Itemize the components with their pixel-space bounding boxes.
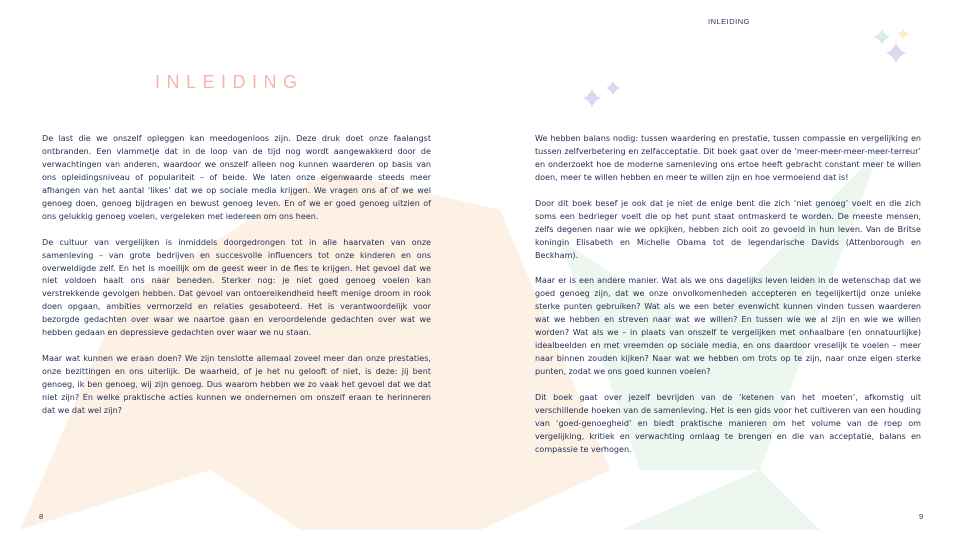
page-number: 9	[919, 512, 924, 521]
paragraph: Dit boek gaat over jezelf bevrijden van de ‘ketenen van het moeten’, afkomstig uit verschillende hoeken van de samenleving. Het is een gids voor het cultiveren van een houding van ‘goed-genoegheid’ en biedt praktische manieren om het volume van de roep om vergelijking, kritiek en verwachting omlaag te brengen en die van acceptatie, balans en compassie te verhogen.	[535, 393, 921, 454]
paragraph: De cultuur van vergelijken is inmiddels doorgedrongen tot in alle haarvaten van onze samenleving – van grote bedrijven en succesvolle influencers tot onze kinderen en ons overweldigde zelf. En het is moeilijk om de geest weer in de fles te krijgen. Het gevoel dat we niet voldoen haalt ons naar beneden. Sterker nog: je niet goed genoeg voelen kan verstrekkende gevolgen hebben. Dat gevoel van ontoereikendheid heeft menige droom in rook doen opgaan, ambities vermorzeld en relaties gesaboteerd. Het is verantwoordelijk voor bezorgde gedachten over waar we naartoe gaan en veroordelende gedachten over wat we hebben gedaan en depressieve gedachten over waar we nu staan.	[42, 237, 431, 338]
paragraph: We hebben balans nodig: tussen waardering en prestatie, tussen compassie en vergelijking en tussen zelfverbetering en zelfacceptatie. Dit boek gaat over de ‘meer-meer-meer-meer-terreur’ en onderzoekt hoe de moderne samenleving ons ertoe heeft gebracht constant meer te willen doen, meer te willen hebben en meer te willen zijn en hoe vermoeiend dat is!	[535, 134, 921, 182]
paragraph: Maar er is een andere manier. Wat als we ons dagelijks leven leiden in de wetenschap dat we goed genoeg zijn, dat we onze onvolkomenheden accepteren en tegelijkertijd onze unieke sterke punten gebruiken? Wat als we een beter evenwicht kunnen vinden tussen waarderen wat we hebben en streven naar wat we willen? En tussen wie we al zijn en wie we willen worden? Wat als we – in plaats van onszelf te vergelijken met onhaalbare (en onnatuurlijke) idealbeelden en met vreemden op sociale media, en ons daardoor vreselijk te voelen – meer naar binnen zouden kijken? Naar wat we hebben om trots op te zijn, naar onze eigen sterke punten, zodat we ons goed kunnen voelen?	[535, 276, 921, 377]
paragraph: De last die we onszelf opleggen kan meedogenloos zijn. Deze druk doet onze faalangst ontbranden. Een vlammetje dat in de loop van de tijd nog wordt aangewakkerd door de verwachtingen van anderen, waardoor we onszelf alleen nog kunnen waarderen op basis van ons opleidingsniveau of populariteit – of beide. We laten onze eigenwaarde steeds meer afhangen van het aantal ‘likes’ dat we op sociale media krijgen. We vragen ons af of we wel genoeg doen, genoeg bijdragen en bewust genoeg leven. En of we er goed genoeg uitzien of ons gelukkig genoeg voelen, vergeleken met iedereen om ons heen.	[42, 134, 431, 221]
page-number: 8	[39, 512, 44, 521]
right-page	[482, 0, 964, 539]
running-head: INLEIDING	[708, 17, 751, 26]
right-body-text	[535, 133, 921, 470]
paragraph: Door dit boek besef je ook dat je niet de enige bent die zich ‘niet genoeg’ voelt en die zich soms een bedrieger voelt die op het punt staat ontmaskerd te worden. De meeste mensen, zelfs degenen naar wie we opkijken, hebben zich ooit zo gevoeld in hun leven. Van de Britse koningin Elisabeth en Michelle Obama tot de legendarische Davids (Attenborough en Beckham).	[535, 198, 921, 260]
paragraph: Maar wat kunnen we eraan doen? We zijn tenslotte allemaal zoveel meer dan onze prestaties, onze bezittingen en ons uiterlijk. De waarheid, of je het nu gelooft of niet, is deze: jij bent genoeg, ik ben genoeg, wij zijn genoeg. Dus waarom hebben we zo vaak het gevoel dat we dat niet zijn? En welke praktische acties kunnen we ondernemen om onszelf eraan te herinneren dat we dat wel zijn?	[42, 354, 431, 415]
left-body-text	[42, 133, 431, 431]
chapter-title: INLEIDING	[155, 72, 304, 93]
